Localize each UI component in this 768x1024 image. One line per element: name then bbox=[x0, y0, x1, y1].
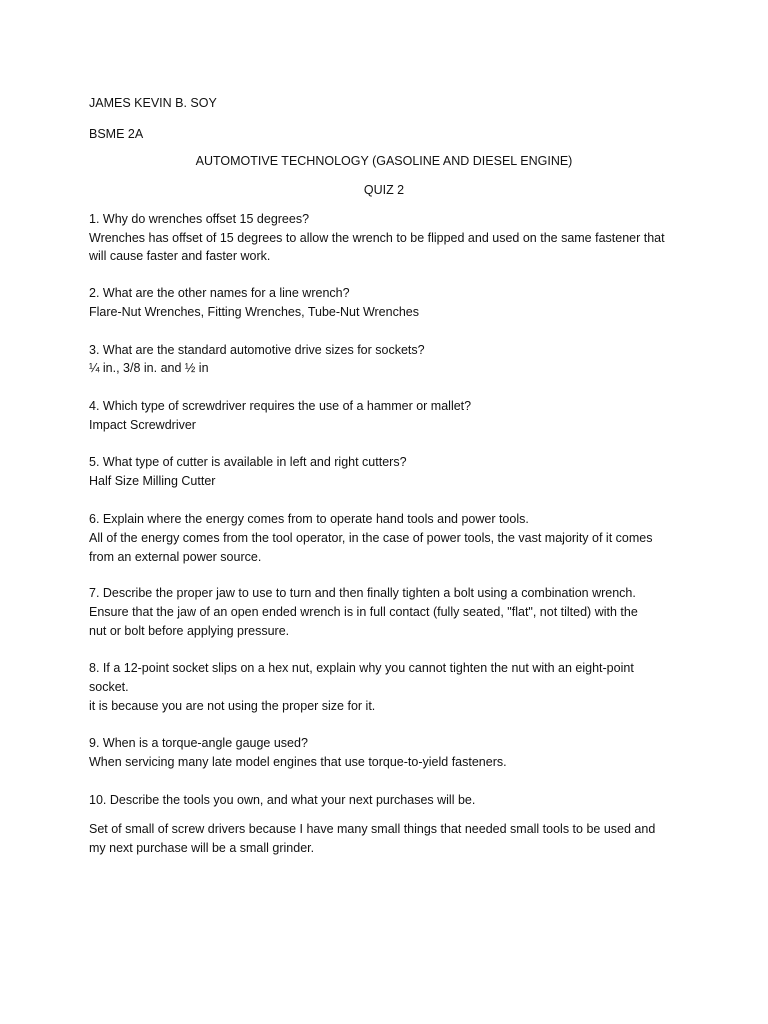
student-name: JAMES KEVIN B. SOY bbox=[89, 96, 217, 110]
answer-6-line-2: from an external power source. bbox=[89, 550, 262, 564]
question-2: 2. What are the other names for a line wrench? bbox=[89, 286, 350, 300]
question-8-cont: socket. bbox=[89, 680, 129, 694]
question-3: 3. What are the standard automotive drive sizes for sockets? bbox=[89, 343, 425, 357]
question-5: 5. What type of cutter is available in left and right cutters? bbox=[89, 455, 407, 469]
answer-2-line-1: Flare-Nut Wrenches, Fitting Wrenches, Tube-Nut Wrenches bbox=[89, 305, 419, 319]
answer-4-line-1: Impact Screwdriver bbox=[89, 418, 196, 432]
answer-3-line-1: ¼ in., 3/8 in. and ½ in bbox=[89, 361, 209, 375]
answer-1-line-1: Wrenches has offset of 15 degrees to allow the wrench to be flipped and used on the same fastener that bbox=[89, 231, 665, 245]
answer-7-line-1: Ensure that the jaw of an open ended wrench is in full contact (fully seated, "flat", not tilted) with the bbox=[89, 605, 638, 619]
answer-7-line-2: nut or bolt before applying pressure. bbox=[89, 624, 290, 638]
answer-5-line-1: Half Size Milling Cutter bbox=[89, 474, 216, 488]
answer-9-line-1: When servicing many late model engines that use torque-to-yield fasteners. bbox=[89, 755, 507, 769]
question-1: 1. Why do wrenches offset 15 degrees? bbox=[89, 212, 310, 226]
answer-10-line-1: Set of small of screw drivers because I have many small things that needed small tools to be used and bbox=[89, 822, 656, 836]
question-7: 7. Describe the proper jaw to use to turn and then finally tighten a bolt using a combination wrench. bbox=[89, 586, 636, 600]
question-9: 9. When is a torque-angle gauge used? bbox=[89, 736, 308, 750]
answer-1-line-2: will cause faster and faster work. bbox=[89, 249, 271, 263]
answer-6-line-1: All of the energy comes from the tool operator, in the case of power tools, the vast majority of it comes bbox=[89, 531, 653, 545]
answer-8-line-1: it is because you are not using the proper size for it. bbox=[89, 699, 376, 713]
quiz-title: QUIZ 2 bbox=[363, 183, 405, 197]
question-10: 10. Describe the tools you own, and what your next purchases will be. bbox=[89, 793, 476, 807]
course-title: AUTOMOTIVE TECHNOLOGY (GASOLINE AND DIESEL ENGINE) bbox=[195, 154, 573, 168]
student-section: BSME 2A bbox=[89, 127, 144, 141]
question-6: 6. Explain where the energy comes from to operate hand tools and power tools. bbox=[89, 512, 529, 526]
question-4: 4. Which type of screwdriver requires the use of a hammer or mallet? bbox=[89, 399, 472, 413]
question-8: 8. If a 12-point socket slips on a hex nut, explain why you cannot tighten the nut with an eight-point bbox=[89, 661, 634, 675]
answer-10-line-2: my next purchase will be a small grinder. bbox=[89, 841, 315, 855]
